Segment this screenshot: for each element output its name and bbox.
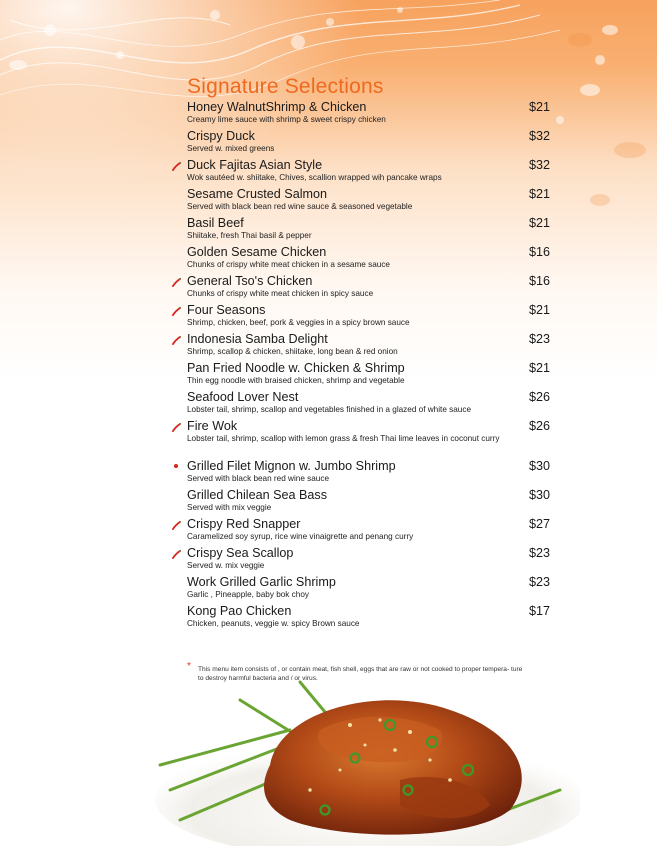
- item-description: Chicken, peanuts, veggie w. spicy Brown sauce: [187, 619, 360, 628]
- item-price: $26: [528, 390, 550, 404]
- chili-pepper-icon: [172, 521, 181, 530]
- item-price: $17: [528, 604, 550, 618]
- item-name: Work Grilled Garlic Shrimp: [187, 575, 336, 589]
- item-description: Wok sautéed w. shiitake, Chives, scallion wrapped wih pancake wraps: [187, 173, 442, 182]
- dish-photo: [150, 670, 580, 846]
- item-description: Chunks of crispy white meat chicken in a sesame sauce: [187, 260, 390, 269]
- menu-item: [187, 488, 550, 517]
- item-price: $21: [528, 216, 550, 230]
- item-price: $30: [528, 488, 550, 502]
- item-description: Caramelized soy syrup, rice wine vinaigrette and penang curry: [187, 532, 414, 541]
- item-price: $32: [528, 129, 550, 143]
- menu-item: [187, 546, 550, 575]
- chili-pepper-icon: [172, 307, 181, 316]
- item-name: Crispy Duck: [187, 129, 255, 143]
- page-title: Signature Selections: [187, 75, 384, 98]
- item-description: Shrimp, scallop & chicken, shiitake, long bean & red onion: [187, 347, 398, 356]
- menu-item: [187, 187, 550, 216]
- item-price: $23: [528, 575, 550, 589]
- item-name: Grilled Filet Mignon w. Jumbo Shrimp: [187, 459, 396, 473]
- item-name: Grilled Chilean Sea Bass: [187, 488, 328, 502]
- item-price: $23: [528, 332, 550, 346]
- item-price: $21: [528, 100, 550, 114]
- footnote-asterisk: *: [187, 661, 191, 672]
- chili-pepper-icon: [172, 162, 181, 171]
- item-price: $16: [528, 274, 550, 288]
- item-name: Duck Fajitas Asian Style: [187, 158, 323, 172]
- menu-item: [187, 274, 550, 303]
- chili-pepper-icon: [172, 550, 181, 559]
- footnote-text: This menu item consists of , or contain meat, fish shell, eggs that are raw or not cooked to proper tempera- ture to destroy harmful bacteria and / or virus.: [198, 666, 523, 682]
- item-description: Served with mix veggie: [187, 503, 272, 512]
- item-price: $30: [528, 459, 550, 473]
- item-price: $32: [528, 158, 550, 172]
- item-description: Served w. mix veggie: [187, 561, 265, 570]
- item-price: $27: [528, 517, 550, 531]
- item-name: Kong Pao Chicken: [187, 604, 292, 618]
- menu-list: [187, 100, 550, 633]
- chili-pepper-icon: [172, 278, 181, 287]
- menu-item: [187, 459, 550, 488]
- chili-pepper-icon: [172, 423, 181, 432]
- menu-item: [187, 158, 550, 187]
- item-description: Chunks of crispy white meat chicken in spicy sauce: [187, 289, 374, 298]
- menu-item: [187, 303, 550, 332]
- item-name: Crispy Sea Scallop: [187, 546, 294, 560]
- item-description: Thin egg noodle with braised chicken, shrimp and vegetable: [187, 376, 405, 385]
- item-description: Shiitake, fresh Thai basil & pepper: [187, 231, 312, 240]
- menu-item: [187, 517, 550, 546]
- item-description: Shrimp, chicken, beef, pork & veggies in a spicy brown sauce: [187, 318, 410, 327]
- item-name: Crispy Red Snapper: [187, 517, 301, 531]
- item-name: Sesame Crusted Salmon: [187, 187, 327, 201]
- menu-item: [187, 245, 550, 274]
- item-description: Creamy lime sauce with shrimp & sweet crispy chicken: [187, 115, 386, 124]
- item-description: Lobster tail, shrimp, scallop and vegetables finished in a glazed of white sauce: [187, 405, 471, 414]
- item-description: Served with black bean red wine sauce & seasoned vegetable: [187, 202, 413, 211]
- item-name: General Tso's Chicken: [187, 274, 313, 288]
- item-price: $26: [528, 419, 550, 433]
- spicy-dot-icon: [174, 464, 178, 468]
- menu-item: [187, 575, 550, 604]
- menu-item: [187, 129, 550, 158]
- menu-item: [187, 419, 550, 459]
- menu-item: [187, 332, 550, 361]
- item-price: $21: [528, 187, 550, 201]
- menu-item: [187, 100, 550, 129]
- item-name: Honey WalnutShrimp & Chicken: [187, 100, 367, 114]
- item-name: Seafood Lover Nest: [187, 390, 299, 404]
- menu-item: [187, 361, 550, 390]
- item-price: $23: [528, 546, 550, 560]
- item-price: $16: [528, 245, 550, 259]
- item-name: Golden Sesame Chicken: [187, 245, 327, 259]
- menu-item: [187, 216, 550, 245]
- item-description: Served w. mixed greens: [187, 144, 275, 153]
- menu-item: [187, 390, 550, 419]
- item-description: Lobster tail, shrimp, scallop with lemon grass & fresh Thai lime leaves in coconut curry: [187, 434, 500, 443]
- item-name: Pan Fried Noodle w. Chicken & Shrimp: [187, 361, 405, 375]
- item-price: $21: [528, 361, 550, 375]
- item-price: $21: [528, 303, 550, 317]
- item-description: Garlic , Pineapple, baby bok choy: [187, 590, 309, 599]
- item-name: Fire Wok: [187, 419, 238, 433]
- item-name: Four Seasons: [187, 303, 266, 317]
- chili-pepper-icon: [172, 336, 181, 345]
- item-name: Basil Beef: [187, 216, 244, 230]
- menu-item: [187, 604, 550, 633]
- item-description: Served with black bean red wine sauce: [187, 474, 329, 483]
- item-name: Indonesia Samba Delight: [187, 332, 328, 346]
